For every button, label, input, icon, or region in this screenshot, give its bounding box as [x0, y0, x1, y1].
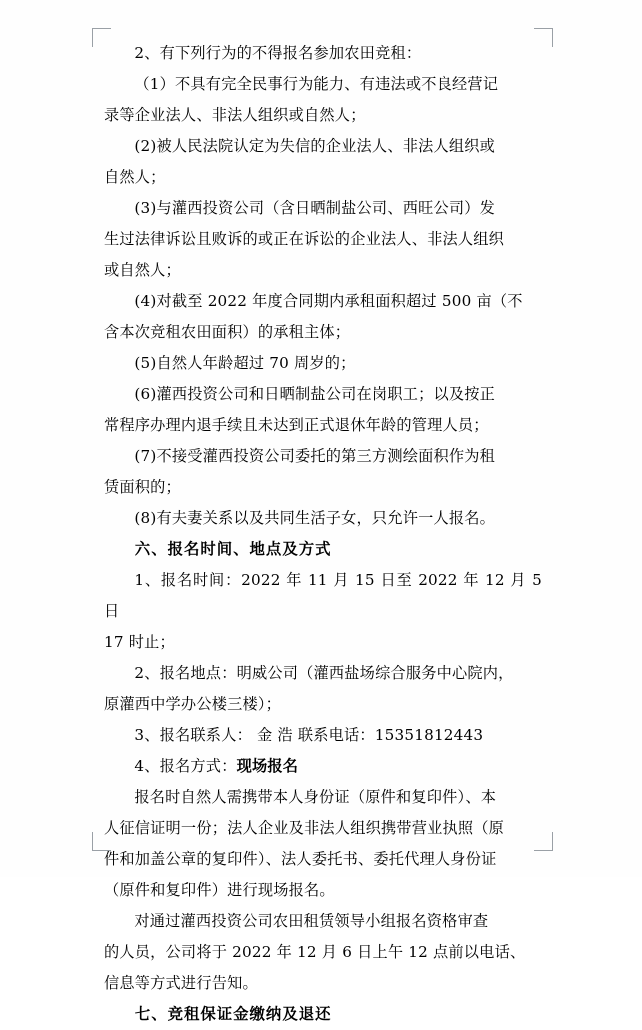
paragraph-line: (3)与灌西投资公司（含日晒制盐公司、西旺公司）发 [134, 199, 496, 217]
paragraph-line: 人征信证明一份；法人企业及非法人组织携带营业执照（原 [104, 819, 505, 837]
paragraph-line: 常程序办理内退手续且未达到正式退休年龄的管理人员； [104, 416, 489, 434]
paragraph-line: (5)自然人年龄超过 70 周岁的； [134, 354, 356, 372]
registration-method-value: 现场报名 [236, 757, 299, 775]
paragraph-line: (8)有夫妻关系以及共同生活子女，只允许一人报名。 [134, 509, 496, 527]
paragraph-line: 件和加盖公章的复印件）、法人委托书、委托代理人身份证 [104, 850, 497, 868]
paragraph-line: 2、报名地点：明威公司（灌西盐场综合服务中心院内， [134, 664, 514, 682]
paragraph-line: 的人员，公司将于 2022 年 12 月 6 日上午 12 点前以电话、 [104, 943, 526, 961]
registration-method-label: 4、报名方式： [134, 757, 237, 775]
paragraph-line-registration-method [104, 751, 542, 782]
paragraph-line: (4)对截至 2022 年度合同期内承租面积超过 500 亩（不 [134, 292, 523, 310]
paragraph-line: 信息等方式进行告知。 [104, 974, 258, 992]
paragraph-line: 录等企业法人、非法人组织或自然人； [104, 106, 366, 124]
section-heading-six: 六、报名时间、地点及方式 [134, 540, 332, 558]
paragraph-line: 生过法律诉讼且败诉的或正在诉讼的企业法人、非法人组织 [104, 230, 505, 248]
paragraph-line: (2)被人民法院认定为失信的企业法人、非法人组织或 [134, 137, 496, 155]
paragraph-line: 报名时自然人需携带本人身份证（原件和复印件）、本 [134, 788, 497, 806]
paragraph-line: 原灌西中学办公楼三楼）； [104, 695, 282, 713]
paragraph-line: 3、报名联系人： 金 浩 联系电话：15351812443 [134, 726, 484, 744]
paragraph-line: 或自然人； [104, 261, 181, 279]
paragraph-line: 17 时止； [104, 633, 175, 651]
paragraph-line: 2、有下列行为的不得报名参加农田竞租： [134, 44, 422, 62]
paragraph-line: （原件和复印件）进行现场报名。 [104, 881, 335, 899]
document-body [104, 38, 542, 1030]
paragraph-line: 含本次竞租农田面积）的承租主体； [104, 323, 351, 341]
paragraph-line: 1、报名时间：2022 年 11 月 15 日至 2022 年 12 月 5 日 [104, 571, 542, 620]
paragraph-line: 对通过灌西投资公司农田租赁领导小组报名资格审查 [134, 912, 489, 930]
paragraph-line: (7)不接受灌西投资公司委托的第三方测绘面积作为租 [134, 447, 496, 465]
paragraph-line: 自然人； [104, 168, 166, 186]
paragraph-line: 赁面积的； [104, 478, 181, 496]
section-heading-seven: 七、竞租保证金缴纳及退还 [134, 1005, 332, 1023]
paragraph-line: (6)灌西投资公司和日晒制盐公司在岗职工；以及按正 [134, 385, 496, 403]
paragraph-line: （1）不具有完全民事行为能力、有违法或不良经营记 [134, 75, 499, 93]
